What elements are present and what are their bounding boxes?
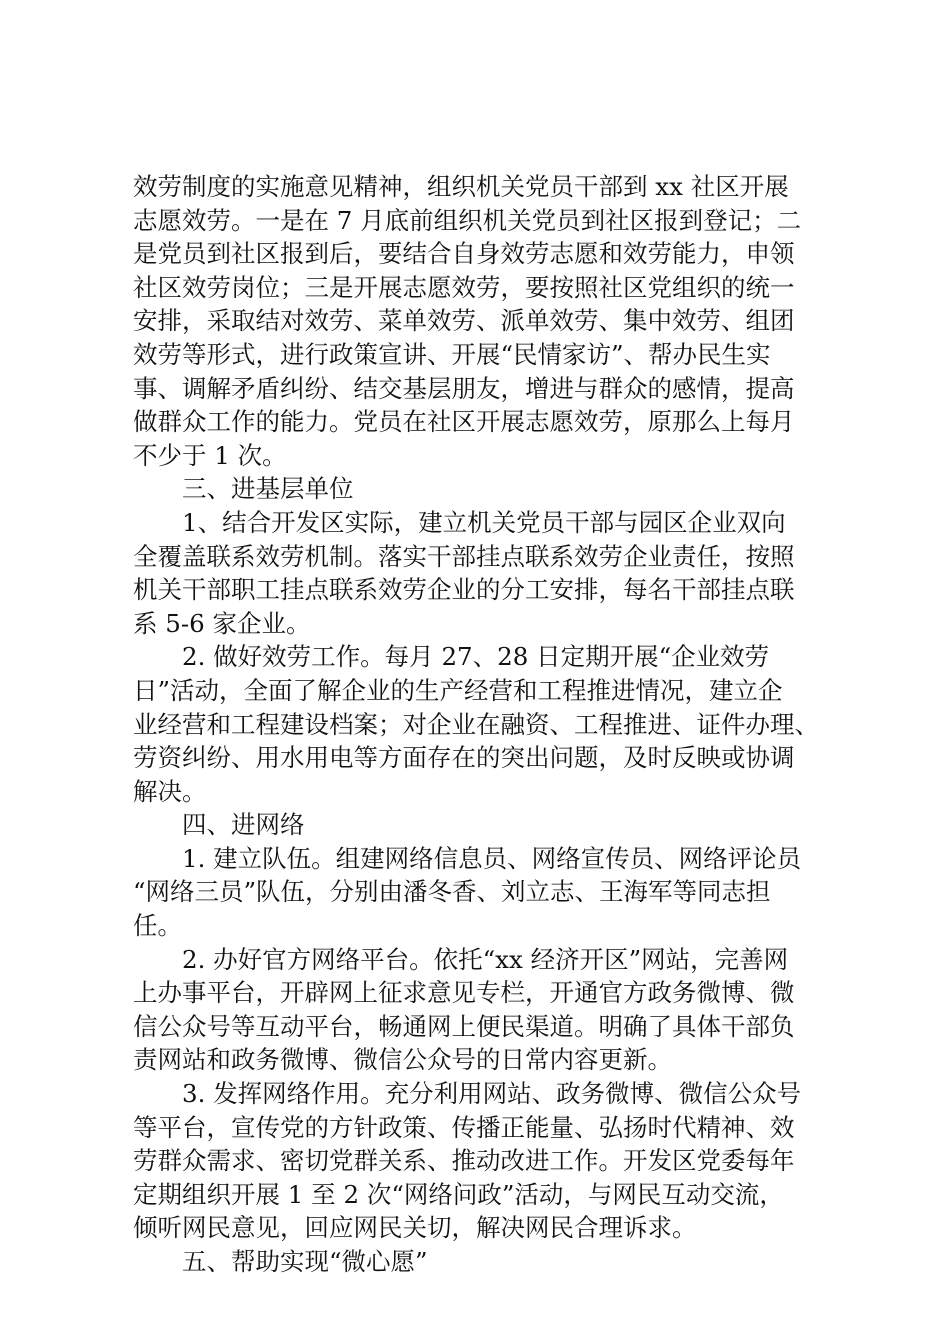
section-heading: 四、进网络	[182, 810, 305, 840]
text-line: 系 5-6 家企业。	[133, 608, 311, 638]
text-line: 不少于 1 次。	[133, 440, 287, 470]
text-line: 劳资纠纷、用水用电等方面存在的突出问题，及时反映或协调	[133, 743, 795, 773]
text-line: 责网站和政务微博、微信公众号的日常内容更新。	[133, 1045, 672, 1075]
text-line: 倾听网民意见，回应网民关切，解决网民合理诉求。	[133, 1213, 697, 1243]
text-line: 安排，采取结对效劳、菜单效劳、派单效劳、集中效劳、组团	[133, 306, 795, 336]
text-line: 志愿效劳。一是在 7 月底前组织机关党员到社区报到登记；二	[133, 205, 802, 235]
text-line: 机关干部职工挂点联系效劳企业的分工安排，每名干部挂点联	[133, 575, 795, 605]
text-line: 是党员到社区报到后，要结合自身效劳志愿和效劳能力，申领	[133, 239, 795, 269]
text-line: 信公众号等互动平台，畅通网上便民渠道。明确了具体干部负	[133, 1011, 795, 1041]
text-line: 全覆盖联系效劳机制。落实干部挂点联系效劳企业责任，按照	[133, 541, 795, 571]
document-body	[133, 170, 833, 1279]
text-line: 业经营和工程建设档案；对企业在融资、工程推进、证件办理、	[133, 709, 819, 739]
text-line: 做群众工作的能力。党员在社区开展志愿效劳，原那么上每月	[133, 407, 795, 437]
text-line: 2. 办好官方网络平台。依托“xx 经济开区”网站，完善网	[182, 944, 789, 974]
section-heading: 三、进基层单位	[182, 474, 354, 504]
text-line: 解决。	[133, 776, 207, 806]
text-line: 1. 建立队伍。组建网络信息员、网络宣传员、网络评论员	[182, 843, 802, 873]
text-line: 等平台，宣传党的方针政策、传播正能量、弘扬时代精神、效	[133, 1112, 795, 1142]
section-heading: 五、帮助实现“微心愿”	[182, 1247, 428, 1276]
text-line: 1、结合开发区实际，建立机关党员干部与园区企业双向	[182, 507, 786, 537]
text-line: 社区效劳岗位；三是开展志愿效劳，要按照社区党组织的统一	[133, 272, 795, 302]
text-line: 劳群众需求、密切党群关系、推动改进工作。开发区党委每年	[133, 1146, 795, 1176]
text-line: 效劳制度的实施意见精神，组织机关党员干部到 xx 社区开展	[133, 172, 789, 201]
text-line: 任。	[133, 911, 182, 941]
text-line: 上办事平台，开辟网上征求意见专栏，开通官方政务微博、微	[133, 978, 795, 1008]
text-line: 定期组织开展 1 至 2 次“网络问政”活动，与网民互动交流，	[133, 1179, 784, 1209]
text-line: 3. 发挥网络作用。充分利用网站、政务微博、微信公众号	[182, 1079, 802, 1109]
text-line: “网络三员”队伍，分别由潘冬香、刘立志、王海军等同志担	[133, 877, 771, 907]
text-line: 2. 做好效劳工作。每月 27、28 日定期开展“企业效劳	[182, 642, 770, 672]
text-line: 效劳等形式，进行政策宣讲、开展“民情家访”、帮办民生实	[133, 339, 771, 369]
text-line: 事、调解矛盾纠纷、结交基层朋友，增进与群众的感情，提高	[133, 373, 795, 403]
text-line: 日”活动，全面了解企业的生产经营和工程推进情况，建立企	[133, 675, 783, 705]
